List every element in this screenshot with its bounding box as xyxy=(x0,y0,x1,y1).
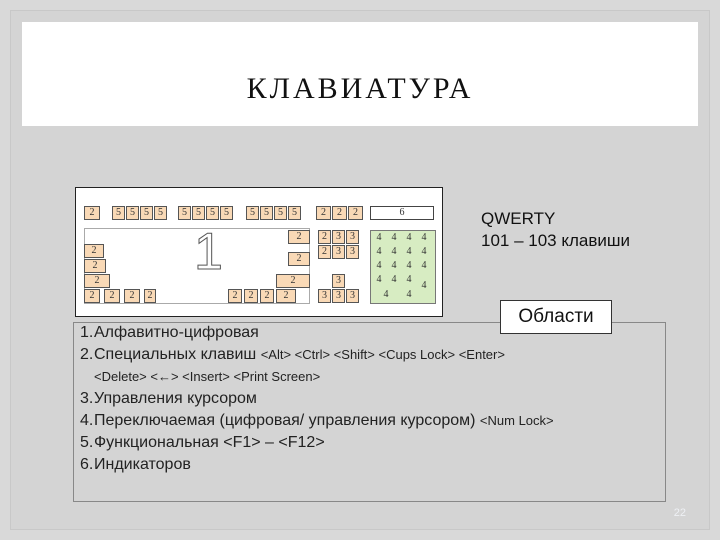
f-key: 5 xyxy=(274,206,287,220)
numpad-key: 4 xyxy=(406,260,412,271)
numpad-key: 4 xyxy=(376,274,382,285)
win-key: 2 xyxy=(104,289,120,303)
list-item: 3.Управления курсором xyxy=(80,390,257,407)
list-item: 1.Алфавитно-цифровая xyxy=(80,324,259,341)
caps-key: 2 xyxy=(84,259,106,273)
win-right-key: 2 xyxy=(244,289,258,303)
list-item: 4.Переключаемая (цифровая/ управления курсором) <Num Lock> xyxy=(80,412,554,429)
areas-list xyxy=(80,322,660,476)
f-key: 5 xyxy=(178,206,191,220)
f-key: 5 xyxy=(154,206,167,220)
f-key: 5 xyxy=(220,206,233,220)
special-key: 2 xyxy=(332,206,347,220)
special-key: 2 xyxy=(316,206,331,220)
pgdn-key: 3 xyxy=(346,245,359,259)
numpad-key: 4 xyxy=(406,246,412,257)
special-key: 2 xyxy=(348,206,363,220)
numpad-key: 4 xyxy=(376,232,382,243)
enter-key: 2 xyxy=(288,252,310,266)
keyboard-info xyxy=(481,208,630,252)
title-box xyxy=(22,22,698,126)
esc-key: 2 xyxy=(84,206,100,220)
numpad-key: 4 xyxy=(376,246,382,257)
numpad-key: 4 xyxy=(391,232,397,243)
f-key: 5 xyxy=(288,206,301,220)
home-key: 3 xyxy=(332,230,345,244)
arrow-left-key: 3 xyxy=(318,289,331,303)
keyboard-diagram xyxy=(75,187,443,317)
list-item: 5.Функциональная <F1> – <F12> xyxy=(80,434,325,451)
numpad-key: 4 xyxy=(421,232,427,243)
shift-right-key: 2 xyxy=(276,274,310,288)
areas-label: Области xyxy=(500,300,612,334)
f-key: 5 xyxy=(206,206,219,220)
arrow-up-key: 3 xyxy=(332,274,345,288)
f-key: 5 xyxy=(126,206,139,220)
alt-right-key: 2 xyxy=(228,289,242,303)
f-key: 5 xyxy=(192,206,205,220)
indicators-area: 6 xyxy=(370,206,434,220)
menu-key: 2 xyxy=(260,289,274,303)
layout-name: QWERTY xyxy=(481,209,556,228)
numpad-key: 4 xyxy=(421,246,427,257)
shift-key: 2 xyxy=(84,274,110,288)
arrow-right-key: 3 xyxy=(346,289,359,303)
numpad-key: 4 xyxy=(421,260,427,271)
numpad-key: 4 xyxy=(406,289,412,300)
backspace-key: 2 xyxy=(288,230,310,244)
f-key: 5 xyxy=(246,206,259,220)
f-key: 5 xyxy=(260,206,273,220)
numpad-key: 4 xyxy=(406,232,412,243)
numpad-key: 4 xyxy=(421,280,427,291)
numpad-key: 4 xyxy=(391,246,397,257)
ctrl-right-key: 2 xyxy=(276,289,296,303)
delete-key: 2 xyxy=(318,245,331,259)
list-item: 2.Специальных клавиш <Alt> <Ctrl> <Shift> <Cups Lock> <Enter> xyxy=(80,346,505,363)
numpad-key: 4 xyxy=(391,274,397,285)
page-number: 22 xyxy=(673,507,686,519)
insert-key: 2 xyxy=(318,230,331,244)
alphanumeric-number: 1 xyxy=(194,223,223,281)
list-item-continuation: <Delete> <←> <Insert> <Print Screen> xyxy=(94,369,321,384)
alt-key: 2 xyxy=(124,289,140,303)
numpad-key: 4 xyxy=(376,260,382,271)
keys-count: 101 – 103 клавиши xyxy=(481,231,631,250)
ctrl-key: 2 xyxy=(84,289,100,303)
f-key: 5 xyxy=(140,206,153,220)
arrow-down-key: 3 xyxy=(332,289,345,303)
slide-title: КЛАВИАТУРА xyxy=(246,72,474,105)
end-key: 3 xyxy=(332,245,345,259)
tab-key: 2 xyxy=(84,244,104,258)
pgup-key: 3 xyxy=(346,230,359,244)
list-item: 6.Индикаторов xyxy=(80,456,191,473)
numpad-key: 4 xyxy=(391,260,397,271)
numpad-key: 4 xyxy=(383,289,389,300)
space-left-key: 2 xyxy=(144,289,156,303)
f-key: 5 xyxy=(112,206,125,220)
numpad-key: 4 xyxy=(406,274,412,285)
